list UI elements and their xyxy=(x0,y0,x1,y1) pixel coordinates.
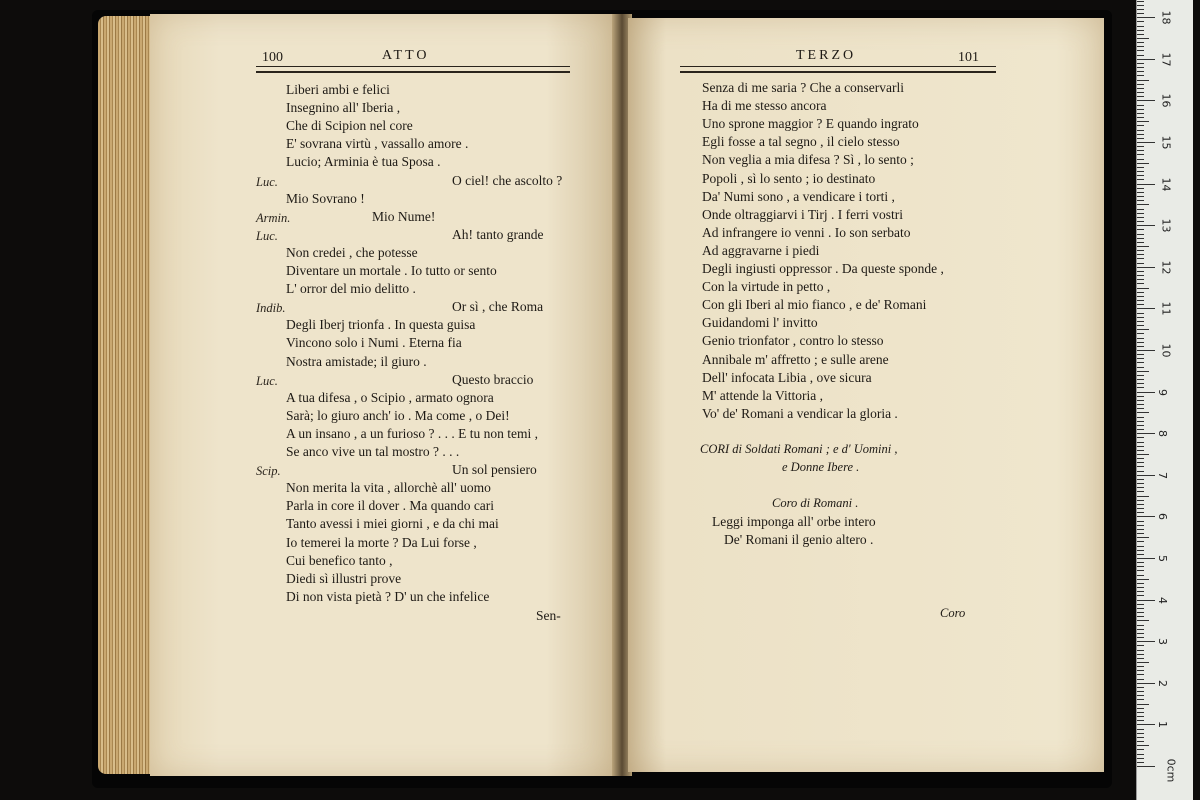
verse-line: Diventare un mortale . Io tutto or sento xyxy=(286,263,497,278)
ruler-tick xyxy=(1137,437,1144,438)
ruler-tick xyxy=(1137,246,1149,247)
verse-line: Insegnino all' Iberia , xyxy=(286,100,401,116)
ruler-tick xyxy=(1137,142,1155,143)
verse-line: Ad infrangere io venni . Io son serbato xyxy=(702,224,911,240)
ruler-number: 4 xyxy=(1156,596,1169,604)
verse-line: Or sì , che Roma xyxy=(452,299,544,315)
ruler-tick xyxy=(1137,138,1144,139)
ruler-tick xyxy=(1137,63,1144,64)
ruler-tick xyxy=(1137,504,1144,505)
ruler-tick xyxy=(1137,271,1144,272)
ruler-tick xyxy=(1137,566,1144,567)
ruler-number: 1 xyxy=(1156,721,1169,729)
ruler-tick xyxy=(1137,629,1144,630)
verse-line: Diedi sì illustri prove xyxy=(286,570,402,586)
ruler-number: 16 xyxy=(1159,93,1173,108)
ruler-tick xyxy=(1137,371,1149,372)
ruler-tick xyxy=(1137,150,1144,151)
verse-line: Non credei , che potesse xyxy=(286,244,418,260)
ruler-tick xyxy=(1137,595,1144,596)
ruler-tick xyxy=(1137,674,1144,675)
ruler-tick xyxy=(1137,117,1144,118)
ruler-tick xyxy=(1137,404,1144,405)
ruler-number: 13 xyxy=(1159,218,1173,233)
right-page-number: 101 xyxy=(958,50,979,65)
ruler-tick xyxy=(1137,71,1144,72)
ruler-tick xyxy=(1137,558,1155,559)
verse-line: Ah! tanto grande xyxy=(452,226,544,242)
ruler-tick xyxy=(1137,500,1144,501)
ruler-tick xyxy=(1137,620,1149,621)
ruler-tick xyxy=(1137,75,1144,76)
speaker-label: Luc. xyxy=(256,373,278,388)
ruler-tick xyxy=(1137,587,1144,588)
ruler-tick xyxy=(1137,167,1144,168)
ruler-number: 14 xyxy=(1159,177,1173,192)
ruler-tick xyxy=(1137,554,1144,555)
ruler-tick xyxy=(1137,279,1144,280)
ruler-tick xyxy=(1137,471,1144,472)
ruler-tick xyxy=(1137,375,1144,376)
ruler-tick xyxy=(1137,633,1144,634)
left-page-number: 100 xyxy=(262,50,283,65)
ruler-tick xyxy=(1137,570,1144,571)
ruler-tick xyxy=(1137,329,1149,330)
coro-title: Coro di Romani . xyxy=(772,496,859,510)
ruler-tick xyxy=(1137,412,1149,413)
left-running-head: ATTO xyxy=(382,48,430,63)
verse-line: Lucio; Arminia è tua Sposa . xyxy=(286,154,441,170)
verse-line: Non veglia a mia difesa ? Sì , lo sento ; xyxy=(702,152,914,168)
ruler-tick xyxy=(1137,125,1144,126)
ruler-tick xyxy=(1137,338,1144,339)
ruler-tick xyxy=(1137,462,1144,463)
ruler-tick xyxy=(1137,442,1144,443)
verse-line: M' attende la Vittoria , xyxy=(702,387,823,403)
ruler-tick xyxy=(1137,159,1144,160)
ruler-tick xyxy=(1137,733,1144,734)
ruler-tick xyxy=(1137,579,1149,580)
verse-line: Egli fosse a tal segno , il cielo stesso xyxy=(702,134,900,150)
ruler-number: 18 xyxy=(1159,10,1173,25)
ruler-tick xyxy=(1137,209,1144,210)
ruler-tick xyxy=(1137,362,1144,363)
ruler-tick xyxy=(1137,658,1144,659)
ruler-tick xyxy=(1137,666,1144,667)
verse-line: Genio trionfator , contro lo stesso xyxy=(702,333,884,349)
ruler-tick xyxy=(1137,55,1144,56)
ruler-number: 9 xyxy=(1156,388,1169,396)
ruler-tick xyxy=(1137,367,1144,368)
ruler-tick xyxy=(1137,691,1144,692)
ruler-tick xyxy=(1137,263,1144,264)
speaker-label: Armin. xyxy=(256,210,291,225)
ruler-tick xyxy=(1137,179,1144,180)
ruler-tick xyxy=(1137,313,1144,314)
verse-line: Mio Sovrano ! xyxy=(286,190,365,206)
ruler-tick xyxy=(1137,92,1144,93)
ruler-tick xyxy=(1137,134,1144,135)
ruler-tick xyxy=(1137,762,1144,763)
ruler-tick xyxy=(1137,583,1144,584)
ruler-tick xyxy=(1137,50,1144,51)
ruler-tick xyxy=(1137,217,1144,218)
ruler-tick xyxy=(1137,446,1144,447)
ruler-tick xyxy=(1137,96,1144,97)
ruler-tick xyxy=(1137,512,1144,513)
verse-line: Con la virtude in petto , xyxy=(702,279,831,295)
ruler-tick xyxy=(1137,604,1144,605)
ruler-tick xyxy=(1137,541,1144,542)
verse-line: O ciel! che ascolto ? xyxy=(452,172,563,188)
ruler-tick xyxy=(1137,288,1149,289)
ruler-tick xyxy=(1137,454,1149,455)
ruler-tick xyxy=(1137,591,1144,592)
ruler-tick xyxy=(1137,358,1144,359)
ruler-tick xyxy=(1137,654,1144,655)
ruler-tick xyxy=(1137,258,1144,259)
verse-line: Non merita la vita , allorchè all' uomo xyxy=(286,480,491,496)
ruler-tick xyxy=(1137,225,1155,226)
ruler-number: 15 xyxy=(1159,135,1173,150)
ruler-tick xyxy=(1137,113,1144,114)
ruler-tick xyxy=(1137,300,1144,301)
ruler-tick xyxy=(1137,546,1144,547)
ruler-tick xyxy=(1137,450,1144,451)
verse-line: Liberi ambi e felici xyxy=(286,82,390,97)
ruler-tick xyxy=(1137,13,1144,14)
ruler-number: 17 xyxy=(1159,52,1173,67)
ruler-tick xyxy=(1137,716,1144,717)
ruler-tick xyxy=(1137,475,1155,476)
verse-line: Un sol pensiero xyxy=(452,462,537,478)
ruler-tick xyxy=(1137,67,1144,68)
ruler-tick xyxy=(1137,346,1144,347)
verse-line: Cui benefico tanto , xyxy=(286,552,393,568)
chorus-heading-line-2: e Donne Ibere . xyxy=(782,460,860,474)
ruler-tick xyxy=(1137,662,1149,663)
coro-line-2: De' Romani il genio altero . xyxy=(724,532,874,547)
ruler-tick xyxy=(1137,196,1144,197)
ruler-number: 6 xyxy=(1156,513,1169,521)
ruler-tick xyxy=(1137,267,1155,268)
ruler-tick xyxy=(1137,121,1149,122)
ruler-tick xyxy=(1137,737,1144,738)
ruler-tick xyxy=(1137,479,1144,480)
ruler-tick xyxy=(1137,130,1144,131)
ruler-tick xyxy=(1137,695,1144,696)
measuring-ruler xyxy=(1136,0,1193,800)
ruler-tick xyxy=(1137,350,1155,351)
verse-line: Questo braccio xyxy=(452,371,534,387)
ruler-tick xyxy=(1137,292,1144,293)
verse-line: Degli Iberj trionfa . In questa guisa xyxy=(286,317,476,333)
ruler-tick xyxy=(1137,458,1144,459)
ruler-tick xyxy=(1137,745,1149,746)
ruler-tick xyxy=(1137,466,1144,467)
verse-line: Vo' de' Romani a vendicar la gloria . xyxy=(702,405,898,421)
ruler-tick xyxy=(1137,575,1144,576)
ruler-tick xyxy=(1137,325,1144,326)
ruler-tick xyxy=(1137,383,1144,384)
ruler-tick xyxy=(1137,163,1149,164)
verse-line: Parla in core il dover . Ma quando cari xyxy=(286,498,495,514)
ruler-tick xyxy=(1137,637,1144,638)
ruler-tick xyxy=(1137,425,1144,426)
ruler-tick xyxy=(1137,429,1144,430)
ruler-tick xyxy=(1137,238,1144,239)
ruler-number: 10 xyxy=(1159,343,1173,358)
ruler-tick xyxy=(1137,708,1144,709)
ruler-tick xyxy=(1137,483,1144,484)
ruler-tick xyxy=(1137,712,1144,713)
verse-line: A tua difesa , o Scipio , armato ognora xyxy=(286,389,494,405)
verse-line: Io temerei la morte ? Da Lui forse , xyxy=(286,534,477,550)
ruler-tick xyxy=(1137,184,1155,185)
ruler-tick xyxy=(1137,612,1144,613)
verse-line: Popoli , sì lo sento ; io destinato xyxy=(702,170,876,186)
ruler-tick xyxy=(1137,525,1144,526)
ruler-tick xyxy=(1137,30,1144,31)
ruler-tick xyxy=(1137,234,1144,235)
verse-line: Di non vista pietà ? D' un che infelice xyxy=(286,588,490,604)
ruler-tick xyxy=(1137,491,1144,492)
ruler-tick xyxy=(1137,304,1144,305)
speaker-label: Luc. xyxy=(256,174,278,189)
ruler-tick xyxy=(1137,421,1144,422)
verse-line: Sarà; lo giuro anch' io . Ma come , o Dei! xyxy=(286,407,510,423)
ruler-tick xyxy=(1137,109,1144,110)
ruler-number: 2 xyxy=(1156,679,1169,687)
verse-line: Vincono solo i Numi . Eterna fia xyxy=(286,335,462,351)
ruler-tick xyxy=(1137,400,1144,401)
ruler-tick xyxy=(1137,408,1144,409)
ruler-tick xyxy=(1137,317,1144,318)
ruler-tick xyxy=(1137,175,1144,176)
ruler-tick xyxy=(1137,46,1144,47)
ruler-tick xyxy=(1137,496,1149,497)
ruler-tick xyxy=(1137,250,1144,251)
ruler-tick xyxy=(1137,275,1144,276)
ruler-tick xyxy=(1137,296,1144,297)
ruler-number: 12 xyxy=(1159,260,1173,275)
ruler-tick xyxy=(1137,396,1144,397)
left-header-rule xyxy=(256,66,570,73)
ruler-tick xyxy=(1137,42,1144,43)
verse-line: L' orror del mio delitto . xyxy=(286,281,416,297)
ruler-tick xyxy=(1137,1,1144,2)
ruler-tick xyxy=(1137,521,1144,522)
ruler-tick xyxy=(1137,354,1144,355)
ruler-tick xyxy=(1137,529,1144,530)
verse-line: Ha di me stesso ancora xyxy=(702,98,827,114)
ruler-tick xyxy=(1137,625,1144,626)
ruler-tick xyxy=(1137,679,1144,680)
ruler-tick xyxy=(1137,562,1144,563)
ruler-tick xyxy=(1137,687,1144,688)
ruler-tick xyxy=(1137,508,1144,509)
ruler-tick xyxy=(1137,720,1144,721)
ruler-tick xyxy=(1137,204,1149,205)
verse-line: Ad aggravarne i piedi xyxy=(702,242,820,258)
ruler-tick xyxy=(1137,683,1155,684)
ruler-tick xyxy=(1137,84,1144,85)
ruler-tick xyxy=(1137,200,1144,201)
ruler-tick xyxy=(1137,38,1149,39)
speaker-label: Luc. xyxy=(256,228,278,243)
verse-line: Tanto avessi i miei giorni , e da chi mai xyxy=(286,516,499,532)
ruler-tick xyxy=(1137,608,1144,609)
verse-line: Senza di me saria ? Che a conservarli xyxy=(702,80,905,95)
ruler-tick xyxy=(1137,321,1144,322)
ruler-tick xyxy=(1137,758,1144,759)
ruler-tick xyxy=(1137,699,1144,700)
ruler-number: 7 xyxy=(1156,471,1169,479)
right-catchword: Coro xyxy=(940,606,966,620)
ruler-number: 5 xyxy=(1156,555,1169,562)
verse-line: Dell' infocata Libia , ove sicura xyxy=(702,369,872,385)
ruler-tick xyxy=(1137,741,1144,742)
verse-line: A un insano , a un furioso ? . . . E tu non temi , xyxy=(286,425,538,441)
ruler-tick xyxy=(1137,105,1144,106)
ruler-number: 11 xyxy=(1159,301,1173,316)
ruler-tick xyxy=(1137,192,1144,193)
ruler-tick xyxy=(1137,5,1144,6)
verse-line: Se anco vive un tal mostro ? . . . xyxy=(286,444,460,459)
ruler-tick xyxy=(1137,80,1149,81)
ruler-tick xyxy=(1137,59,1155,60)
ruler-tick xyxy=(1137,670,1144,671)
ruler-tick xyxy=(1137,100,1155,101)
verse-line: E' sovrana virtù , vassallo amore . xyxy=(286,136,469,152)
verse-line: Annibale m' affretto ; e sulle arene xyxy=(702,351,889,367)
ruler-tick xyxy=(1137,146,1144,147)
ruler-tick xyxy=(1137,650,1144,651)
ruler-tick xyxy=(1137,229,1144,230)
ruler-tick xyxy=(1137,221,1144,222)
ruler-tick xyxy=(1137,533,1144,534)
ruler-tick xyxy=(1137,550,1144,551)
ruler-tick xyxy=(1137,645,1144,646)
ruler-tick xyxy=(1137,392,1155,393)
ruler-number: 3 xyxy=(1156,638,1169,646)
ruler-tick xyxy=(1137,487,1144,488)
speaker-label: Indib. xyxy=(256,301,286,316)
ruler-tick xyxy=(1137,433,1155,434)
ruler-number: 8 xyxy=(1156,430,1169,438)
ruler-tick xyxy=(1137,213,1144,214)
verse-line: Degli ingiusti oppressor . Da queste sponde , xyxy=(702,261,944,276)
ruler-tick xyxy=(1137,21,1144,22)
ruler-unit-label: 0cm xyxy=(1164,758,1178,783)
verse-line: Con gli Iberi al mio fianco , e de' Romani xyxy=(702,297,927,313)
ruler-tick xyxy=(1137,188,1144,189)
ruler-tick xyxy=(1137,17,1155,18)
ruler-tick xyxy=(1137,704,1149,705)
coro-line-1: Leggi imponga all' orbe intero xyxy=(712,514,876,529)
ruler-tick xyxy=(1137,616,1144,617)
ruler-tick xyxy=(1137,749,1144,750)
verse-line: Mio Nume! xyxy=(372,208,436,224)
ruler-tick xyxy=(1137,516,1155,517)
speaker-label: Scip. xyxy=(256,464,281,479)
ruler-tick xyxy=(1137,88,1144,89)
ruler-tick xyxy=(1137,283,1144,284)
right-running-head: TERZO xyxy=(796,48,857,63)
right-header-rule xyxy=(680,66,996,73)
verse-line: Onde oltraggiarvi i Tirj . I ferri vostri xyxy=(702,206,903,222)
ruler-tick xyxy=(1137,242,1144,243)
ruler-tick xyxy=(1137,600,1155,601)
ruler-tick xyxy=(1137,333,1144,334)
ruler-tick xyxy=(1137,34,1144,35)
ruler-tick xyxy=(1137,766,1155,767)
ruler-tick xyxy=(1137,379,1144,380)
ruler-tick xyxy=(1137,729,1144,730)
verse-line: Nostra amistade; il giuro . xyxy=(286,353,427,369)
ruler-tick xyxy=(1137,754,1144,755)
chorus-heading-line-1: CORI di Soldati Romani ; e d' Uomini , xyxy=(700,442,898,456)
ruler-tick xyxy=(1137,154,1144,155)
verse-line: Da' Numi sono , a vendicare i torti , xyxy=(702,188,895,204)
verse-line: Uno sprone maggior ? E quando ingrato xyxy=(702,116,919,132)
ruler-tick xyxy=(1137,641,1155,642)
verse-line: Che di Scipion nel core xyxy=(286,118,413,134)
ruler-tick xyxy=(1137,387,1144,388)
ruler-tick xyxy=(1137,254,1144,255)
ruler-tick xyxy=(1137,26,1144,27)
left-catchword: Sen- xyxy=(536,608,561,623)
ruler-tick xyxy=(1137,537,1149,538)
ruler-tick xyxy=(1137,9,1144,10)
ruler-tick xyxy=(1137,417,1144,418)
ruler-tick xyxy=(1137,724,1155,725)
ruler-tick xyxy=(1137,342,1144,343)
verse-line: Guidandomi l' invitto xyxy=(702,315,818,331)
ruler-tick xyxy=(1137,171,1144,172)
ruler-tick xyxy=(1137,308,1155,309)
